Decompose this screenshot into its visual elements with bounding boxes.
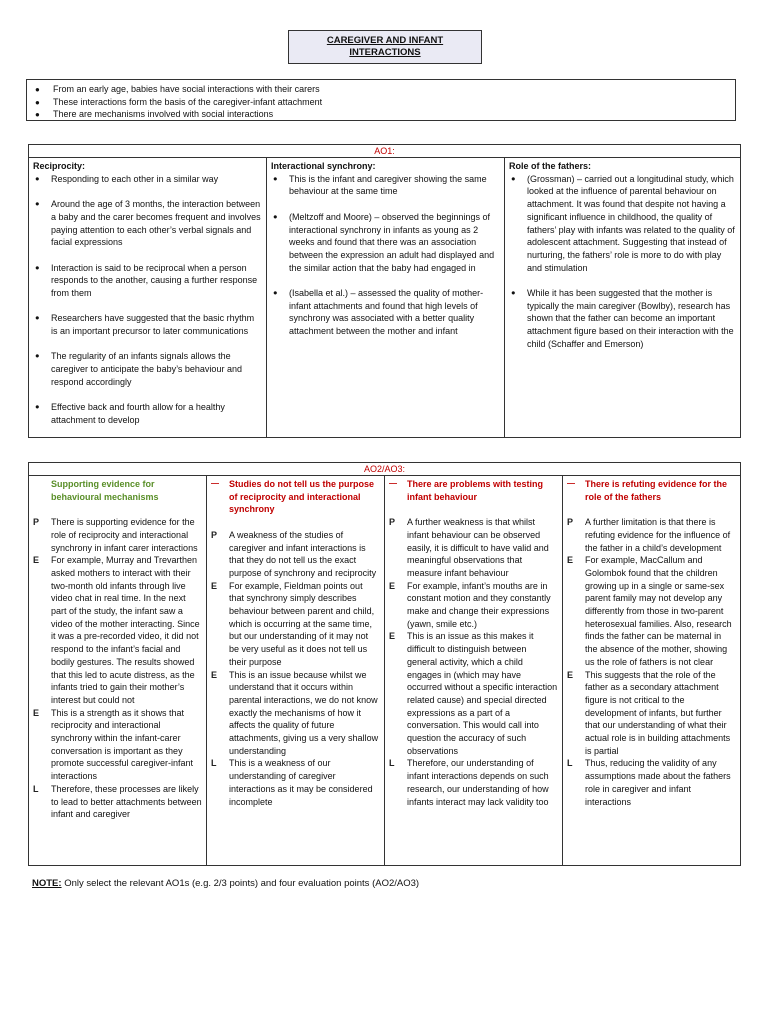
bullet-item: ● (Meltzoff and Moore) – observed the beginnings of interactional synchrony in infants as young as 2 weeks and found that there was an association between the expression an adult had displayed and the similar action that the baby had engaged in bbox=[271, 211, 500, 275]
column-title-text: Studies do not tell us the purpose of reciprocity and interactional synchrony bbox=[229, 479, 375, 515]
point-row bbox=[567, 554, 736, 668]
column-title: Role of the fathers: bbox=[509, 161, 592, 171]
point-letter: E bbox=[567, 555, 574, 566]
bullet-item: ● While it has been suggested that the mother is typically the main caregiver (Bowlby), research has shown that the father can become an important attachment figure based on their interaction with the child (Schaffer and Emerson) bbox=[509, 287, 736, 351]
point-text: Therefore, these processes are likely to lead to better attachments between infant and caregiver bbox=[51, 783, 202, 820]
point-text: This suggests that the role of the father as a secondary attachment figure is not critical to the development of infants, but further that our understanding of what their actual role is in building attachments is partial bbox=[585, 669, 731, 756]
point-letter: L bbox=[389, 758, 395, 769]
point-row bbox=[389, 580, 558, 631]
point-row bbox=[211, 580, 380, 669]
point-letter: E bbox=[211, 580, 218, 591]
point-text: This is a weakness of our understanding of caregiver interactions as it may be considered incomplete bbox=[229, 758, 373, 807]
point-letter: P bbox=[389, 517, 396, 528]
intro-item: ● These interactions form the basis of the caregiver-infant attachment bbox=[31, 96, 731, 109]
point-text: There is supporting evidence for the role of reciprocity and interactional synchrony in infant carer interactions bbox=[51, 517, 198, 553]
point-letter: E bbox=[211, 669, 218, 680]
intro-item: ● From an early age, babies have social interactions with their carers bbox=[31, 83, 731, 96]
point-text: This is an issue as this makes it difficult to distinguish between general activity, which a child engages in (which may have occurred without a specific interaction related cause) and special directed expressions as a part of a conversation. This would call into question the accuracy of such observations bbox=[407, 631, 558, 756]
column-title bbox=[389, 478, 558, 503]
point-text: Thus, reducing the validity of any assumptions made about the fathers role in caregiver and infant interactions bbox=[585, 758, 731, 807]
point-row bbox=[567, 516, 736, 554]
column-title-text: Supporting evidence for behavioural mechanisms bbox=[51, 479, 159, 502]
dash-marker-icon: — bbox=[211, 479, 219, 488]
bullet-item: ● Researchers have suggested that the basic rhythm is an important precursor to later communications bbox=[33, 312, 262, 337]
bullet-item: ● Around the age of 3 months, the interaction between a baby and the carer becomes frequent and involves paying attention to each other’s verbal signals and facial expressions bbox=[33, 198, 262, 249]
point-row bbox=[211, 757, 380, 808]
point-letter: P bbox=[567, 517, 574, 528]
point-row bbox=[389, 757, 558, 808]
point-text: This is a strength as it shows that reciprocity and interactional synchrony within the infant-carer conversation is important as they promote successful caregiver-infant interactions bbox=[51, 707, 194, 782]
ao1-column-reciprocity bbox=[29, 158, 267, 438]
point-row bbox=[33, 707, 202, 783]
title-line-1: CAREGIVER AND INFANT bbox=[326, 35, 444, 46]
dash-marker-icon: — bbox=[389, 479, 397, 488]
title-line-2: INTERACTIONS bbox=[349, 47, 421, 58]
dash-marker-icon: — bbox=[567, 479, 575, 488]
point-text: For example, MacCallum and Golombok found that the children growing up in a single or same-sex parent family may not develop any differently from those in two-parent heterosexual families. Also, research finds the father can be maternal in the absence of the mother, showing us the role of fathers is not clear bbox=[585, 555, 732, 667]
point-row bbox=[211, 529, 380, 580]
column-title: Reciprocity: bbox=[33, 161, 86, 171]
column-title-text: There is refuting evidence for the role of the fathers bbox=[585, 479, 728, 502]
point-letter: E bbox=[33, 707, 40, 718]
ao1-column-interactional-synchrony bbox=[267, 158, 505, 438]
point-letter: E bbox=[33, 555, 40, 566]
point-text: A further weakness is that whilst infant behaviour can be observed easily, it is difficult to have valid and meaningful observations that measure infant behaviour bbox=[407, 517, 549, 578]
point-letter: E bbox=[389, 580, 396, 591]
point-row bbox=[389, 630, 558, 757]
ao2-column-supporting-evidence bbox=[29, 476, 207, 866]
point-text: For example, Murray and Trevarthen asked mothers to interact with their two-month old infants through live video chat in real time. In the next part of the study, the infant saw a video of the mother interacting. Since it was a pre-recorded video, it did not respond to the infant’s facial and bodily gestures. The results showed that this led to acute distress, as the infants tried to gain their mother’s interest but could not bbox=[51, 555, 200, 705]
point-row bbox=[33, 783, 202, 821]
point-row bbox=[33, 516, 202, 554]
point-row bbox=[33, 554, 202, 706]
bullet-item: ● Responding to each other in a similar way bbox=[33, 173, 262, 186]
bullet-item: ● Effective back and fourth allow for a healthy attachment to develop bbox=[33, 401, 262, 426]
column-title bbox=[567, 478, 736, 503]
column-title-text: There are problems with testing infant behaviour bbox=[407, 479, 544, 502]
intro-box bbox=[26, 79, 736, 121]
point-text: A weakness of the studies of caregiver and infant interactions is that they do not tell us the exact purpose of synchrony and reciprocity bbox=[229, 529, 377, 578]
bullet-item: ● (Grossman) – carried out a longitudinal study, which looked at the influence of parental behaviour on attachment. It was found that despite not having a significant influence in childhood, the quality of fathers’ play with infants was related to the quality of adolescent attachment. Suggesting that instead of nurturing, the fathers’ role is more to do with play and stimulation bbox=[509, 173, 736, 275]
column-title: Interactional synchrony: bbox=[271, 161, 376, 171]
bullet-item: ● Interaction is said to be reciprocal when a person responds to the another, causing a further response from them bbox=[33, 262, 262, 300]
ao1-heading: AO1: bbox=[29, 145, 741, 158]
point-text: For example, Fieldman points out that synchrony simply describes behaviour between parent and child, which is occurring at the same time, but our understanding of it may not be very useful as it does not tell us their purpose bbox=[229, 580, 375, 667]
point-row bbox=[389, 516, 558, 580]
column-title bbox=[33, 478, 202, 503]
note-label: NOTE: bbox=[32, 878, 62, 889]
intro-item: ● There are mechanisms involved with social interactions bbox=[31, 108, 731, 121]
point-row bbox=[567, 669, 736, 758]
point-letter: E bbox=[389, 631, 396, 642]
ao2-column-refuting-evidence bbox=[563, 476, 741, 866]
ao2-column-purpose-unclear bbox=[207, 476, 385, 866]
document-title bbox=[288, 30, 482, 64]
point-text: For example, infant’s mouths are in constant motion and they constantly make and change their expressions (yawn, smile etc.) bbox=[407, 580, 551, 629]
point-letter: L bbox=[33, 783, 39, 794]
point-text: A further limitation is that there is refuting evidence for the influence of the father in a child’s development bbox=[585, 517, 731, 553]
bullet-item: ● The regularity of an infants signals allows the caregiver to anticipate the baby’s behaviour and respond accordingly bbox=[33, 350, 262, 388]
note-text: Only select the relevant AO1s (e.g. 2/3 points) and four evaluation points (AO2/AO3) bbox=[61, 878, 420, 889]
point-text: This is an issue because whilst we understand that it occurs within parental interactions, we do not know exactly the mechanisms of how it affects the quality of future attachments, giving us a very shallow understanding bbox=[229, 669, 379, 756]
footer-note bbox=[32, 878, 419, 889]
point-row bbox=[211, 669, 380, 758]
column-title bbox=[211, 478, 380, 516]
bullet-item: ● This is the infant and caregiver showing the same behaviour at the same time bbox=[271, 173, 500, 198]
ao2-column-testing-problems bbox=[385, 476, 563, 866]
ao2-ao3-table bbox=[28, 462, 741, 866]
ao1-column-role-of-fathers bbox=[505, 158, 741, 438]
point-letter: P bbox=[33, 517, 40, 528]
point-letter: E bbox=[567, 669, 574, 680]
ao1-table bbox=[28, 144, 741, 438]
intro-list bbox=[31, 83, 731, 121]
ao2-heading: AO2/AO3: bbox=[29, 463, 741, 476]
point-letter: P bbox=[211, 529, 218, 540]
bullet-item: ● (Isabella et al.) – assessed the quality of mother-infant attachments and found that high levels of synchrony was associated with a better quality attachment between the mother and infant bbox=[271, 287, 500, 338]
point-letter: L bbox=[211, 758, 217, 769]
marker-icon bbox=[33, 478, 51, 503]
point-letter: L bbox=[567, 758, 573, 769]
point-row bbox=[567, 757, 736, 808]
point-text: Therefore, our understanding of infant interactions depends on such research, our understanding of how infants interact may lack validity too bbox=[407, 758, 549, 807]
